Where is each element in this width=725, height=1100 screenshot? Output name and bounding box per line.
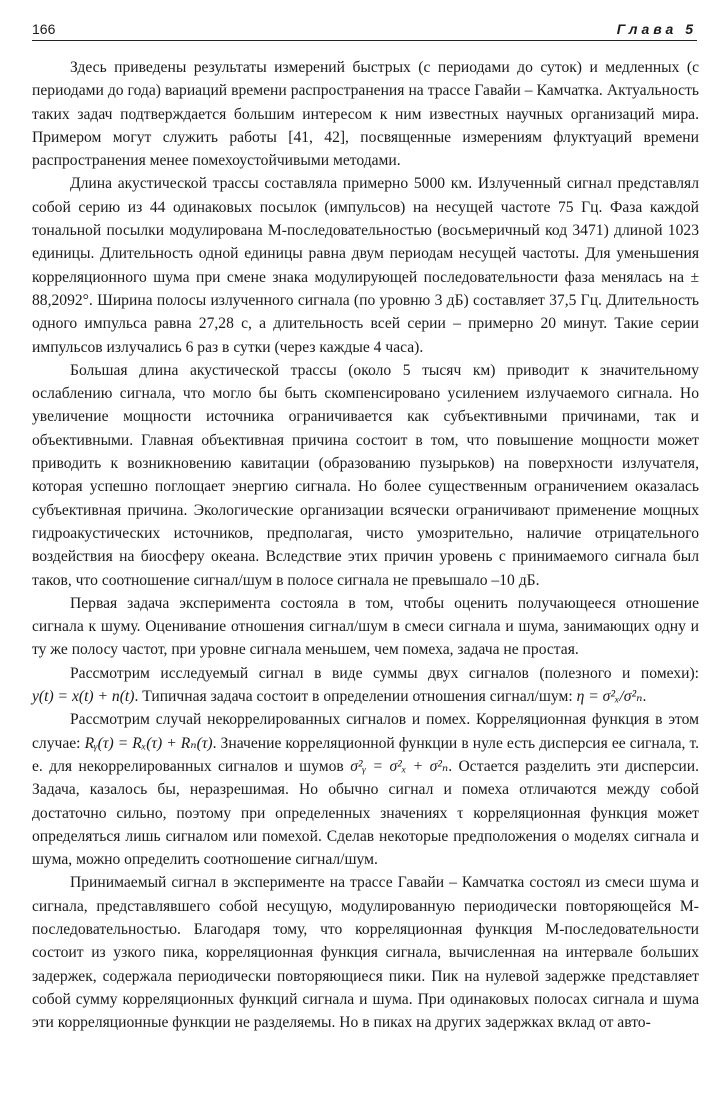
paragraph-6 <box>32 708 699 871</box>
formula-snr-ratio: η = σ²ₓ/σ²ₙ <box>576 688 643 706</box>
paragraph-5-text-2: . Типичная задача состоит в определении отношения сигнал/шум: <box>134 688 577 706</box>
formula-variance-sum: σ²ᵧ = σ²ₓ + σ²ₙ <box>350 757 449 775</box>
paragraph-6-text-2: . Значение корреляционной функции в нуле есть дисперсия ее сигнала, т. е. для некоррелированных сигналов и шумов <box>32 734 699 775</box>
paragraph-2: Длина акустической трассы составляла примерно 5000 км. Излученный сигнал представлял собой серию из 44 одинаковых посылок (импульсов) на несущей частоте 75 Гц. Фаза каждой тональной посылки модулирована М-последовательностью (восьмеричный код 3471) длиной 1023 единицы. Длительность одной единицы равна двум периодам несущей частоты. Для уменьшения корреляционного шума при смене знака модулирующей последовательности фаза менялась на ± 88,2092°. Ширина полосы излученного сигнала (по уровню 3 дБ) составляет 37,5 Гц. Длительность одного импульса равна 27,28 с, а длительность всей серии – примерно 20 минут. Такие серии импульсов излучались 6 раз в сутки (через каждые 4 часа). <box>32 175 699 356</box>
paragraph-6-text-3: . Остается разделить эти дисперсии. Задача, казалось бы, неразрешимая. Но обычно сигнал и помеха отличаются между собой достаточно сильно, поэтому при определенных значениях τ корреляционная функция может определяться лишь сигналом или помехой. Сделав некоторые предположения о моделях сигнала и шума, можно определить соотношение сигнал/шум. <box>32 757 699 869</box>
paragraph-3: Большая длина акустической трассы (около 5 тысяч км) приводит к значительному ослаблению сигнала, что могло бы быть скомпенсировано усилением излучаемого сигнала. Но увеличение мощности источника ограничивается как субъективными причинами, так и объективными. Главная объективная причина состоит в том, что повышение мощности может приводить к возникновению кавитации (образованию пузырьков) на поверхности излучателя, которая успешно поглощает энергию сигнала. Но более существенным ограничением оказалась субъективная причина. Экологические организации всячески ограничивают применение мощных гидроакустических источников, предполагая, чисто умозрительно, наличие отрицательного воздействия на биосферу океана. Вследствие этих причин уровень с принимаемого сигнала был таков, что соотношение сигнал/шум в полосе сигнала не превышало –10 дБ. <box>32 361 699 589</box>
page-number: 166 <box>32 21 56 37</box>
paragraph-5 <box>32 662 699 709</box>
paragraph-7: Принимаемый сигнал в эксперименте на трассе Гавайи – Камчатка состоял из смеси шума и сигнала, представлявшего собой несущую, модулированную периодически повторяющейся М-последовательностью. Благодаря тому, что корреляционная функция М-последовательности состоит из узкого пика, корреляционная функция сигнала, вычисленная на интервале больших задержек, содержала периодически повторяющиеся пики. Пик на нулевой задержке представляет собой сумму корреляционных функций сигнала и шума. При одинаковых полосах сигнала и шума эти корреляционные функции не разделяемы. Но в пиках на других задержках вклад от авто- <box>32 874 699 1032</box>
paragraph-5-text-3: . <box>642 688 647 706</box>
chapter-title: Глава 5 <box>616 21 697 37</box>
paragraph-1: Здесь приведены результаты измерений быстрых (с периодами до суток) и медленных (с периодами до года) вариаций времени распространения на трассе Гавайи – Камчатка. Актуальность таких задач подтверждается большим интересом к ним известных научных организаций мира. Примером могут служить работы [41, 42], посвященные измерениям флуктуаций времени распространения менее помехоустойчивыми методами. <box>32 59 699 170</box>
paragraph-6-text-1: Рассмотрим случай некоррелированных сигналов и помех. Корреляционная функция в этом случае: <box>32 711 699 752</box>
formula-signal-sum: y(t) = x(t) + n(t) <box>32 688 135 706</box>
paragraph-5-text-1: Рассмотрим исследуемый сигнал в виде суммы двух сигналов (полезного и помехи): <box>70 664 699 682</box>
body-text <box>32 56 699 1034</box>
formula-correlation-sum: Rᵧ(τ) = Rₓ(τ) + Rₙ(τ) <box>84 734 213 752</box>
paragraph-4: Первая задача эксперимента состояла в том, чтобы оценить получающееся отношение сигнала к шуму. Оценивание отношения сигнал/шум в смеси сигнала и шума, занимающих одну и ту же полосу частот, при уровне сигнала меньшем, чем помеха, задача не простая. <box>32 594 699 659</box>
running-head <box>32 18 697 41</box>
